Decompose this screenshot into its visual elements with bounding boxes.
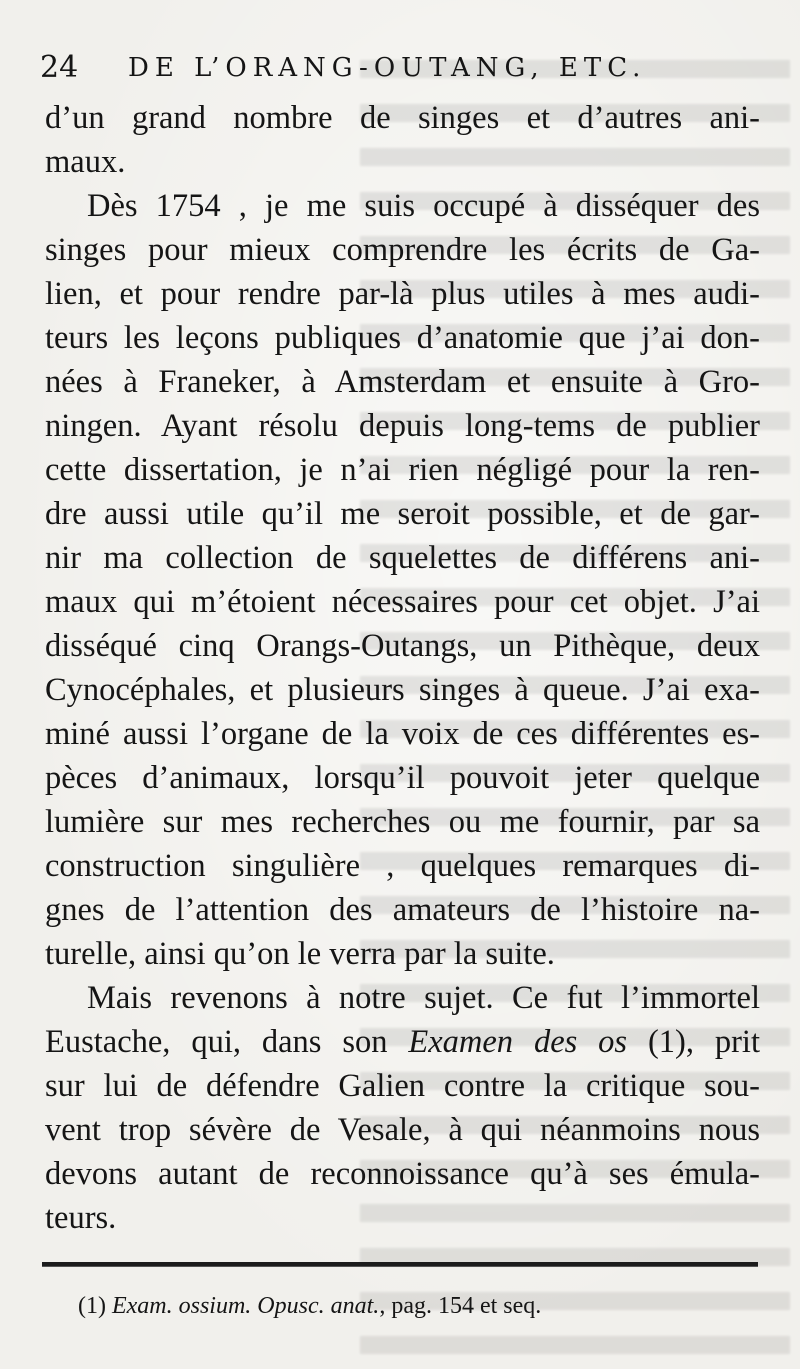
footnote-citation: Exam. ossium. Opusc. anat.: [111, 1293, 380, 1319]
text-line: singes pour mieux comprendre les écrits de Ga-: [45, 232, 760, 268]
text-line: ningen. Ayant résolu depuis long-tems de publier: [45, 408, 760, 444]
text-line: nir ma collection de squelettes de différens ani-: [45, 540, 760, 576]
footnote-pages: , pag. 154 et seq.: [379, 1293, 542, 1319]
italic-title: Examen des os: [408, 1024, 628, 1060]
text-line: teurs les leçons publiques d’anatomie que j’ai don-: [45, 320, 760, 356]
text-line: sur lui de défendre Galien contre la critique sou-: [45, 1068, 760, 1104]
text-line: lumière sur mes recherches ou me fournir, par sa: [45, 804, 760, 840]
text-line: miné aussi l’organe de la voix de ces différentes es-: [45, 716, 760, 752]
text-line: gnes de l’attention des amateurs de l’histoire na-: [45, 892, 760, 928]
text-line: nées à Franeker, à Amsterdam et ensuite à Gro-: [45, 364, 760, 400]
text-line: construction singulière , quelques remarques di-: [45, 848, 760, 884]
text-line: dre aussi utile qu’il me seroit possible, et de gar-: [45, 496, 760, 532]
text-line: d’un grand nombre de singes et d’autres ani-: [45, 100, 760, 136]
text-line: vent trop sévère de Vesale, à qui néanmoins nous: [45, 1112, 760, 1148]
footnote-marker: (1): [78, 1293, 112, 1319]
footnote: [78, 1290, 758, 1322]
page-number: 24: [40, 50, 79, 85]
text-line: Dès 1754 , je me suis occupé à disséquer des: [87, 188, 760, 224]
text-line: Mais revenons à notre sujet. Ce fut l’immortel: [87, 980, 760, 1016]
text-line: teurs.: [45, 1200, 117, 1236]
text-line: lien, et pour rendre par-là plus utiles à mes audi-: [45, 276, 760, 312]
body-text: [45, 96, 760, 1240]
text-run: Eustache, qui, dans son: [45, 1024, 409, 1060]
text-line: cette dissertation, je n’ai rien négligé pour la ren-: [45, 452, 760, 488]
text-run: (1), prit: [627, 1024, 760, 1060]
text-line: Cynocéphales, et plusieurs singes à queue. J’ai exa-: [45, 672, 760, 708]
footnote-rule: [42, 1262, 758, 1267]
text-line: turelle, ainsi qu’on le verra par la suite.: [45, 936, 555, 972]
page-header: [40, 50, 760, 90]
text-line: devons autant de reconnoissance qu’à ses émula-: [45, 1156, 760, 1192]
text-line: maux qui m’étoient nécessaires pour cet objet. J’ai: [45, 584, 760, 620]
text-line-with-title: [45, 1020, 760, 1064]
text-line: maux.: [45, 144, 126, 180]
text-line: pèces d’animaux, lorsqu’il pouvoit jeter quelque: [45, 760, 760, 796]
text-line: disséqué cinq Orangs-Outangs, un Pithèque, deux: [45, 628, 760, 664]
running-title: DE L’ORANG-OUTANG, ETC.: [128, 53, 647, 83]
